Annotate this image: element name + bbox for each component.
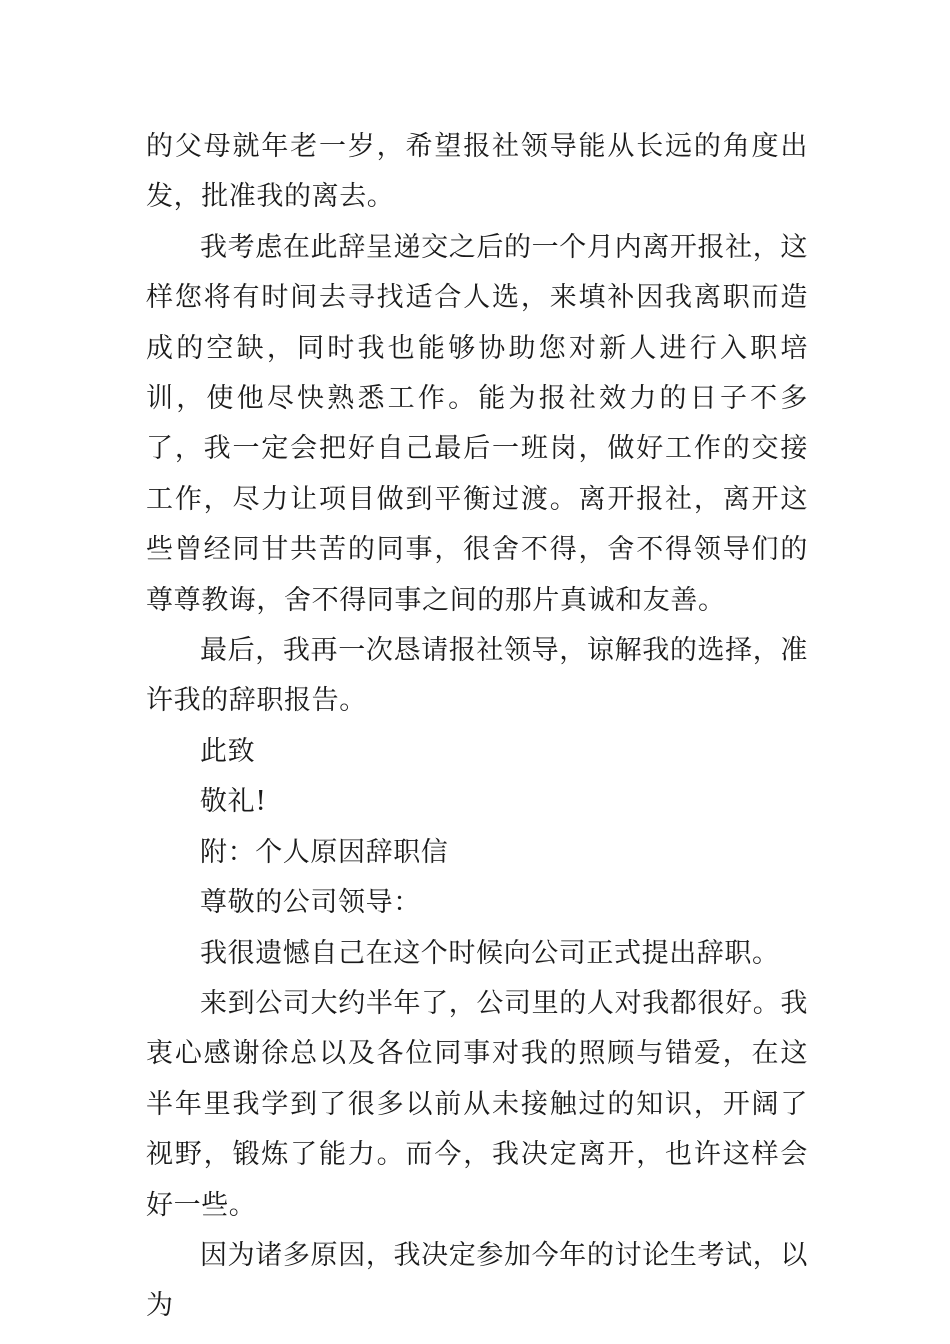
closing-salutation: 此致 — [200, 735, 256, 767]
letter-greeting: 尊敬的公司领导： — [200, 887, 421, 919]
document-body — [146, 122, 808, 1332]
paragraph-reason: 因为诸多原因，我决定参加今年的讨论生考试，以为 — [146, 1239, 808, 1322]
closing-regards: 敬礼! — [200, 786, 267, 818]
paragraph-final-request: 最后，我再一次恳请报社领导，谅解我的选择，准许我的辞职报告。 — [146, 635, 808, 717]
appendix-heading: 附：个人原因辞职信 — [200, 836, 449, 868]
paragraph-handover-plan: 我考虑在此辞呈递交之后的一个月内离开报社，这样您将有时间去寻找适合人选，来填补因我离职而造成的空缺，同时我也能够协助您对新人进行入职培训，使他尽快熟悉工作。能为报社效力的日子不多了，我一定会把好自己最后一班岗，做好工作的交接工作，尽力让项目做到平衡过渡。离开报社，离开这些曾经同甘共苦的同事，很舍不得，舍不得领导们的尊尊教诲，舍不得同事之间的那片真诚和友善。 — [146, 231, 808, 616]
paragraph-continuation: 的父母就年老一岁，希望报社领导能从长远的角度出发，批准我的离去。 — [146, 131, 808, 213]
paragraph-gratitude: 来到公司大约半年了，公司里的人对我都很好。我衷心感谢徐总以及各位同事对我的照顾与错爱，在这半年里我学到了很多以前从未接触过的知识，开阔了视野，锻炼了能力。而今，我决定离开，也许这样会好一些。 — [146, 987, 808, 1221]
paragraph-resignation-statement: 我很遗憾自己在这个时候向公司正式提出辞职。 — [200, 937, 780, 969]
